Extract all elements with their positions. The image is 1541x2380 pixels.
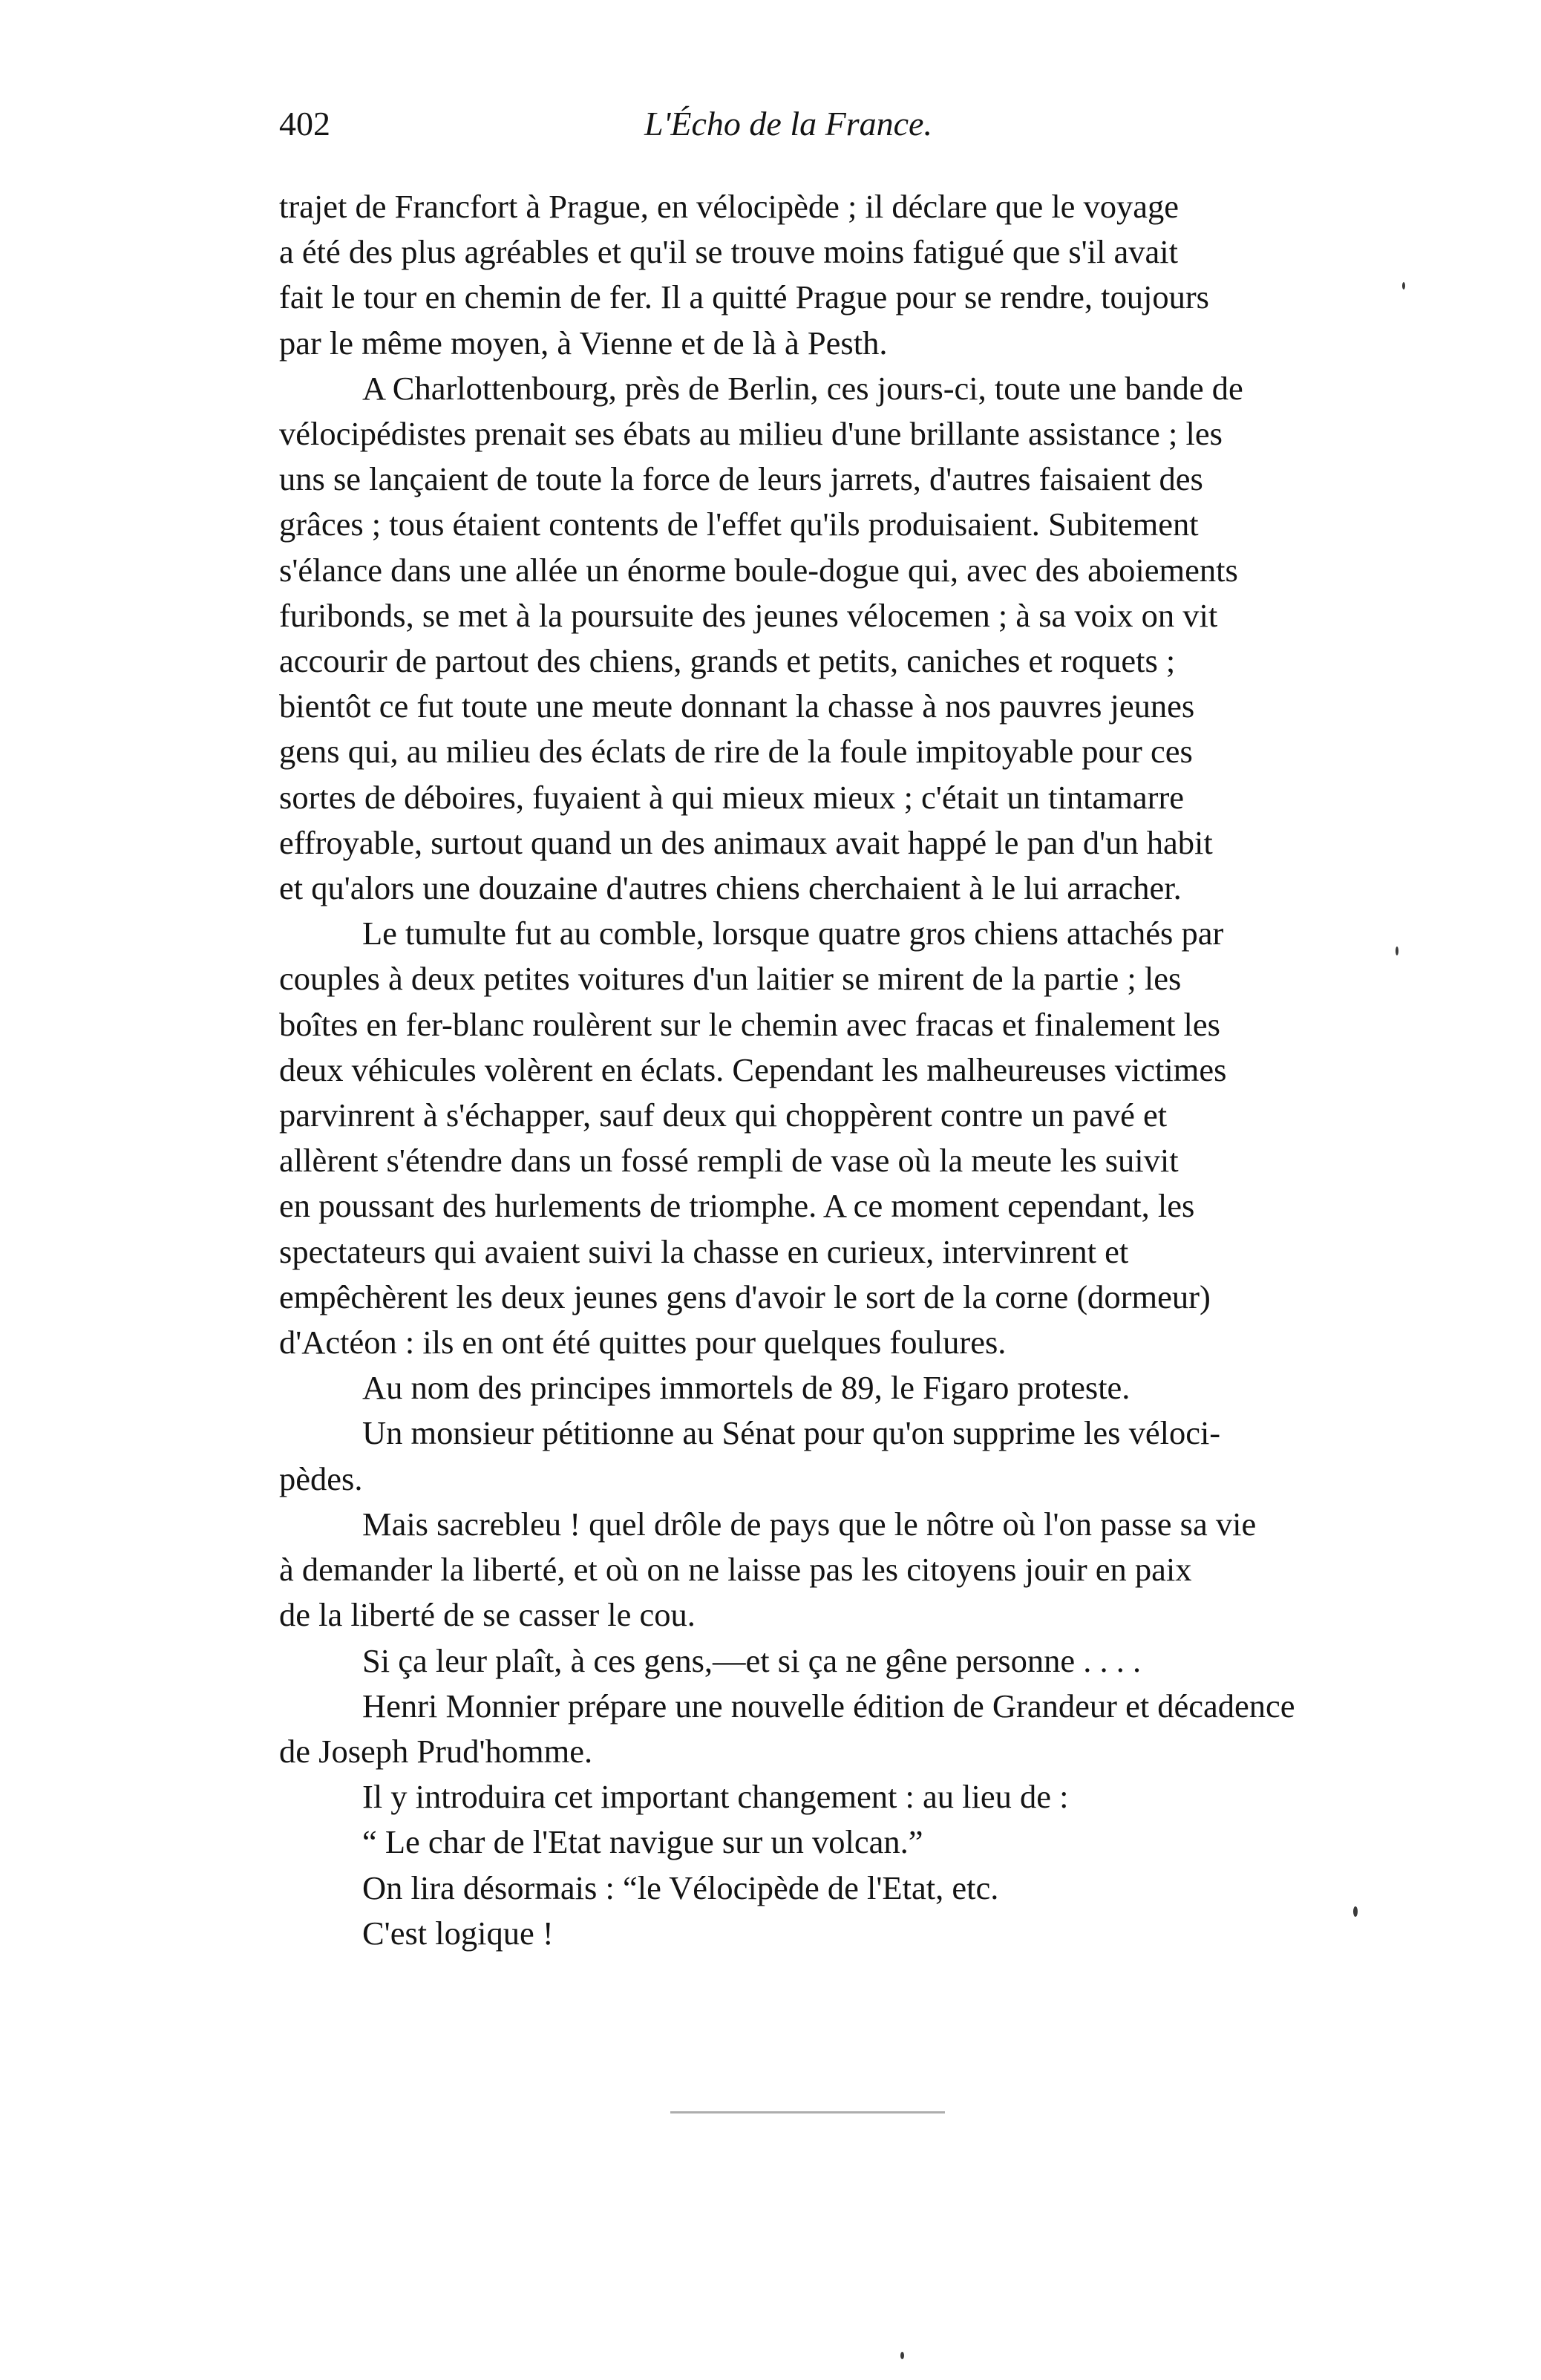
ink-speck [1396,947,1398,955]
paragraph-4 [279,1365,1369,1410]
paragraph-7 [279,1638,1369,1684]
text-line: couples à deux petites voitures d'un laitier se mirent de la partie ; les [279,960,1182,998]
paragraph-5 [279,1410,1369,1501]
text-line: gens qui, au milieu des éclats de rire de la foule impitoyable pour ces [279,733,1193,771]
text-line: à demander la liberté, et où on ne laisse pas les citoyens jouir en paix [279,1551,1192,1589]
text-line: en poussant des hurlements de triomphe. A ce moment cependant, les [279,1187,1195,1225]
text-line: parvinrent à s'échapper, sauf deux qui choppèrent contre un pavé et [279,1096,1168,1134]
text-line: C'est logique ! [362,1914,554,1952]
text-line: “ Le char de l'Etat navigue sur un volcan.” [362,1823,923,1861]
page-header [279,104,1370,156]
text-line: trajet de Francfort à Prague, en vélocipède ; il déclare que le voyage [279,188,1180,225]
ink-speck [900,2352,904,2359]
paragraph-6 [279,1502,1369,1638]
text-line: et qu'alors une douzaine d'autres chiens cherchaient à le lui arracher. [279,869,1182,907]
text-line: de Joseph Prud'homme. [279,1732,593,1770]
text-line: a été des plus agréables et qu'il se trouve moins fatigué que s'il avait [279,233,1178,271]
text-line: Le tumulte fut au comble, lorsque quatre gros chiens attachés par [362,915,1224,952]
text-line: bientôt ce fut toute une meute donnant la chasse à nos pauvres jeunes [279,687,1195,725]
text-line: On lira désormais : “le Vélocipède de l'Etat, etc. [362,1869,999,1906]
text-line: furibonds, se met à la poursuite des jeunes vélocemen ; à sa voix on vit [279,596,1218,634]
text-line: A Charlottenbourg, près de Berlin, ces jours-ci, toute une bande de [362,369,1243,407]
text-line: Au nom des principes immortels de 89, le Figaro proteste. [362,1369,1131,1407]
text-line: spectateurs qui avaient suivi la chasse en curieux, intervinrent et [279,1232,1129,1270]
text-line: Mais sacrebleu ! quel drôle de pays que le nôtre où l'on passe sa vie [362,1505,1257,1543]
body-text [279,184,1393,1956]
text-line: uns se lançaient de toute la force de leurs jarrets, d'autres faisaient des [279,460,1203,498]
text-line: accourir de partout des chiens, grands et petits, caniches et roquets ; [279,642,1176,680]
text-line: s'élance dans une allée un énorme boule-dogue qui, avec des aboiements [279,551,1238,589]
text-line: d'Actéon : ils en ont été quittes pour quelques foulures. [279,1324,1007,1361]
text-line: Henri Monnier prépare une nouvelle édition de Grandeur et décadence [362,1687,1295,1724]
paragraph-1 [279,184,1369,366]
ink-speck [1353,1906,1358,1917]
paragraph-10 [279,1820,1369,1865]
text-line: Si ça leur plaît, à ces gens,—et si ça ne gêne personne . . . . [362,1641,1142,1679]
text-line: allèrent s'étendre dans un fossé rempli de vase où la meute les suivit [279,1142,1179,1180]
text-line: par le même moyen, à Vienne et de là à Pesth. [279,324,888,362]
text-line: de la liberté de se casser le cou. [279,1596,696,1634]
paragraph-11 [279,1866,1369,1911]
text-line: sortes de déboires, fuyaient à qui mieux mieux ; c'était un tintamarre [279,778,1185,816]
text-line: empêchèrent les deux jeunes gens d'avoir le sort de la corne (dormeur) [279,1278,1211,1315]
text-line: fait le tour en chemin de fer. Il a quitté Prague pour se rendre, toujours [279,278,1209,316]
text-line: boîtes en fer-blanc roulèrent sur le chemin avec fracas et finalement les [279,1005,1220,1043]
text-line: pèdes. [279,1459,363,1497]
page-number: 402 [279,105,330,143]
text-line: grâces ; tous étaient contents de l'effet qu'ils produisaient. Subitement [279,506,1199,543]
paragraph-9 [279,1774,1369,1820]
paragraph-12 [279,1911,1369,1956]
text-line: effroyable, surtout quand un des animaux avait happé le pan d'un habit [279,823,1213,861]
text-line: Un monsieur pétitionne au Sénat pour qu'on supprime les véloci- [362,1414,1221,1452]
ink-speck [1402,282,1405,290]
text-line: Il y introduira cet important changement : au lieu de : [362,1778,1069,1816]
end-rule [670,2111,945,2113]
paragraph-3 [279,911,1369,1365]
running-title: L'Écho de la France. [644,105,932,143]
paragraph-8 [279,1684,1369,1774]
text-line: vélocipédistes prenait ses ébats au milieu d'une brillante assistance ; les [279,415,1223,453]
paragraph-2 [279,366,1369,911]
text-line: deux véhicules volèrent en éclats. Cependant les malheureuses victimes [279,1050,1227,1088]
